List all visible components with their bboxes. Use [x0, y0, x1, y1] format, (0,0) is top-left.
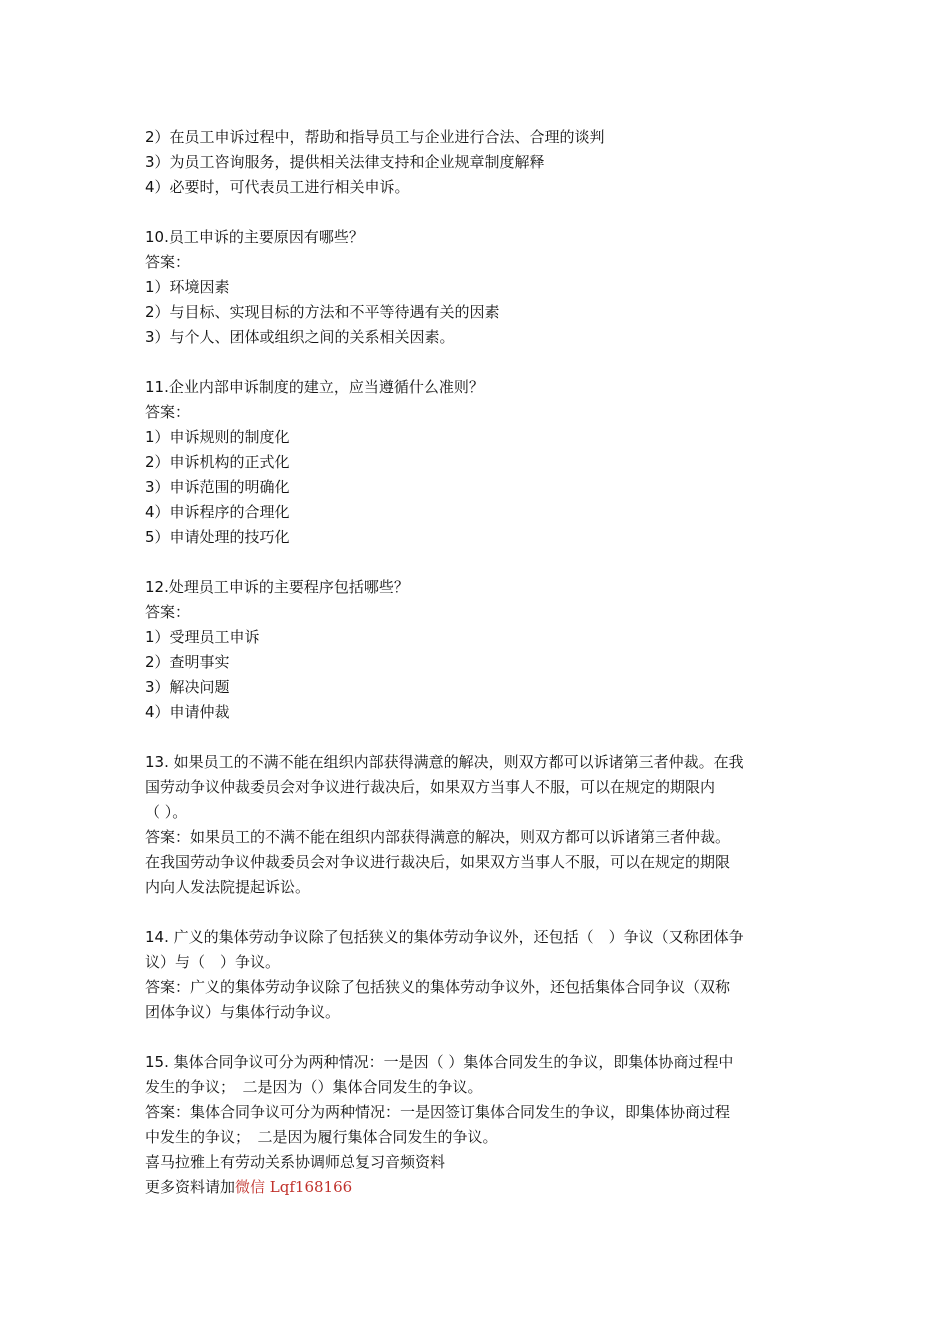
question-11: 11.企业内部申诉制度的建立，应当遵循什么准则？	[145, 378, 484, 396]
question-13: 13. 如果员工的不满不能在组织内部获得满意的解决，则双方都可以诉诸第三者仲裁。在我	[145, 753, 744, 771]
list-item: 3）为员工咨询服务，提供相关法律支持和企业规章制度解释	[145, 153, 545, 171]
footer-contact	[145, 1175, 815, 1200]
list-item: 2）与目标、实现目标的方法和不平等待遇有关的因素	[145, 303, 500, 321]
footer-note: 喜马拉雅上有劳动关系协调师总复习音频资料	[145, 1153, 446, 1171]
answer-label: 答案：	[145, 403, 191, 421]
list-item: 3）解决问题	[145, 678, 230, 696]
list-item: 2）申诉机构的正式化	[145, 453, 290, 471]
question-14: 14. 广义的集体劳动争议除了包括狭义的集体劳动争议外，还包括（ ）争议（又称团体争	[145, 928, 744, 946]
list-item: 1）受理员工申诉	[145, 628, 260, 646]
list-item: 4）申诉程序的合理化	[145, 503, 290, 521]
list-item: 1）环境因素	[145, 278, 230, 296]
footer-contact-prefix: 更多资料请加	[145, 1178, 236, 1196]
answer-13: 在我国劳动争议仲裁委员会对争议进行裁决后，如果双方当事人不服，可以在规定的期限	[145, 853, 731, 871]
list-item: 3）申诉范围的明确化	[145, 478, 290, 496]
answer-14: 团体争议）与集体行动争议。	[145, 1003, 341, 1021]
answer-15: 中发生的争议； 二是因为履行集体合同发生的争议。	[145, 1128, 498, 1146]
list-item: 2）查明事实	[145, 653, 230, 671]
wechat-contact: 微信 Lqf168166	[235, 1178, 353, 1196]
question-10: 10.员工申诉的主要原因有哪些？	[145, 228, 364, 246]
question-12: 12.处理员工申诉的主要程序包括哪些？	[145, 578, 409, 596]
list-item: 3）与个人、团体或组织之间的关系相关因素。	[145, 328, 455, 346]
list-item: 4）申请仲裁	[145, 703, 230, 721]
question-15: 15. 集体合同争议可分为两种情况：一是因（ ）集体合同发生的争议，即集体协商过程中	[145, 1053, 734, 1071]
question-13: （ ）。	[145, 803, 188, 821]
question-15: 发生的争议； 二是因为（）集体合同发生的争议。	[145, 1078, 483, 1096]
answer-15: 答案：集体合同争议可分为两种情况：一是因签订集体合同发生的争议，即集体协商过程	[145, 1103, 731, 1121]
answer-13: 内向人发法院提起诉讼。	[145, 878, 311, 896]
question-13: 国劳动争议仲裁委员会对争议进行裁决后，如果双方当事人不服，可以在规定的期限内	[145, 778, 716, 796]
list-item: 1）申诉规则的制度化	[145, 428, 290, 446]
list-item: 2）在员工申诉过程中，帮助和指导员工与企业进行合法、合理的谈判	[145, 128, 605, 146]
question-14: 议）与（ ）争议。	[145, 953, 281, 971]
answer-13: 答案：如果员工的不满不能在组织内部获得满意的解决，则双方都可以诉诸第三者仲裁。	[145, 828, 731, 846]
list-item: 4）必要时，可代表员工进行相关申诉。	[145, 178, 410, 196]
list-item: 5）申请处理的技巧化	[145, 528, 290, 546]
answer-label: 答案：	[145, 603, 191, 621]
answer-14: 答案：广义的集体劳动争议除了包括狭义的集体劳动争议外，还包括集体合同争议（双称	[145, 978, 731, 996]
answer-label: 答案：	[145, 253, 191, 271]
